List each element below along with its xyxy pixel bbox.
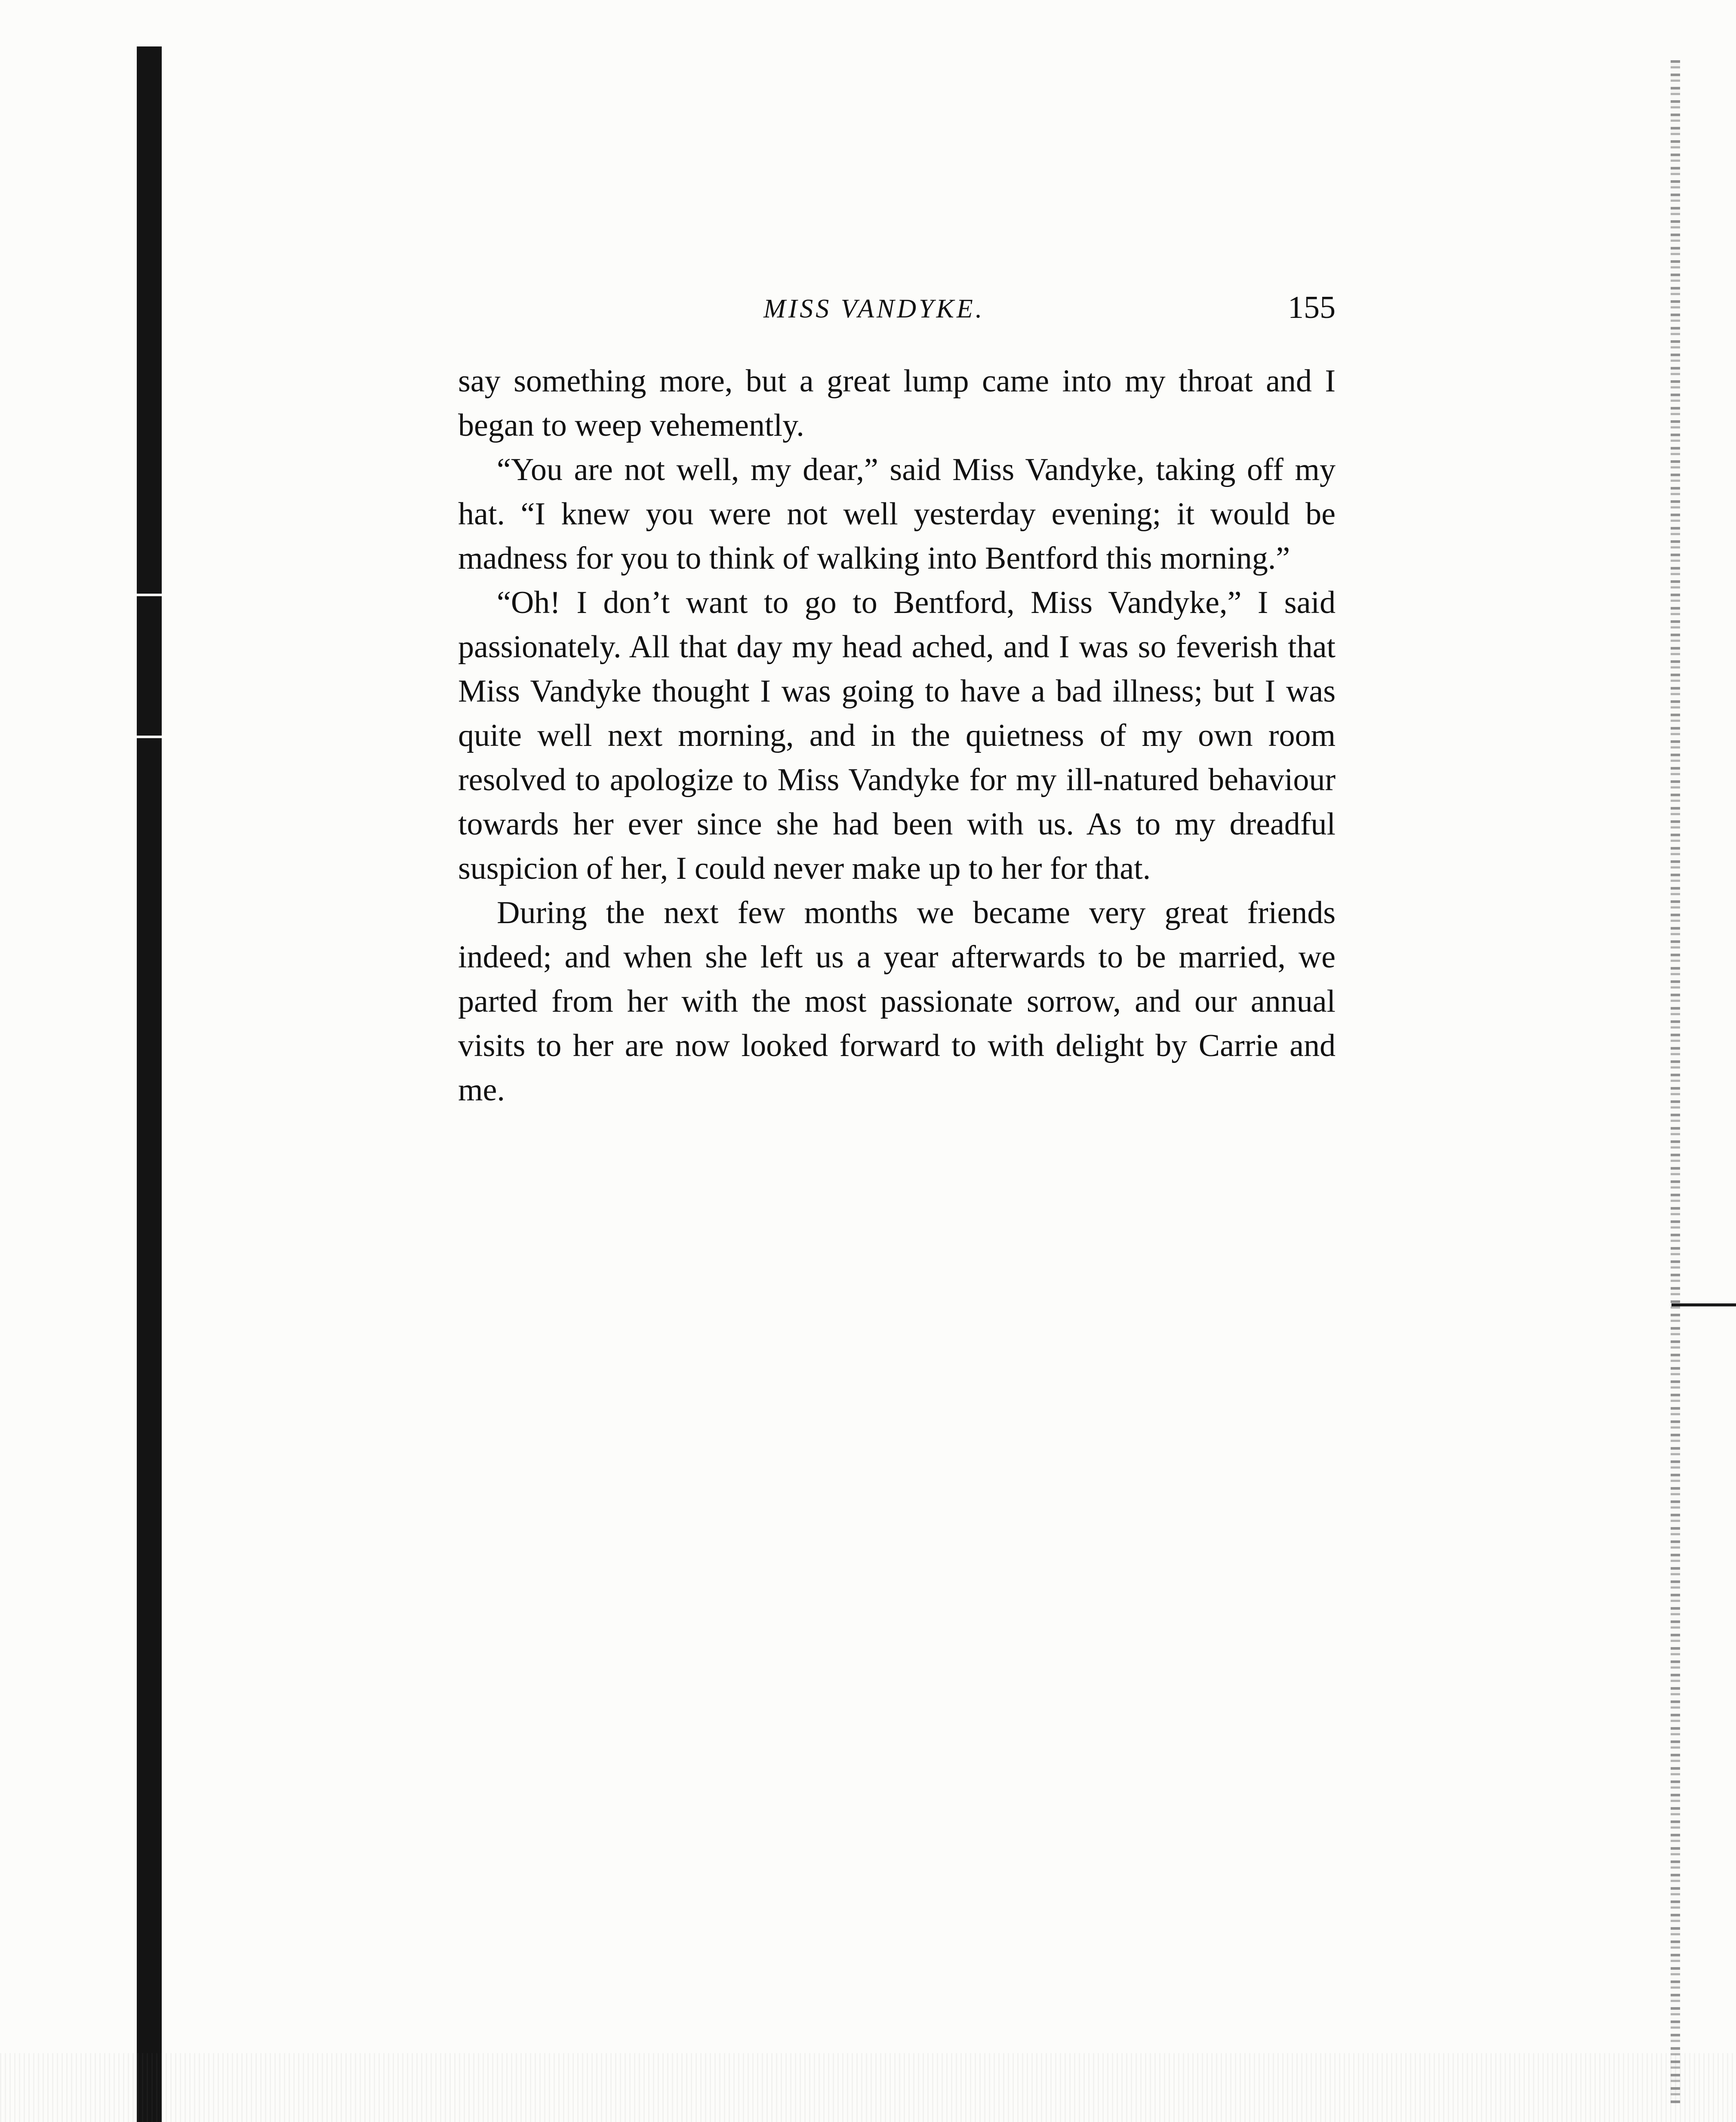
binding-edge [137, 46, 162, 2122]
paragraph: During the next few months we became very great friends indeed; and when she left us a year afterwards to be married, we parted from her with the most passionate sorrow, and our annual visits to her are now looked forward to with delight by Carrie and me. [458, 895, 1336, 1108]
body-text [458, 359, 1336, 1112]
paragraph: say something more, but a great lump came into my throat and I began to weep vehemently. [458, 363, 1336, 443]
paragraph: “You are not well, my dear,” said Miss Vandyke, taking off my hat. “I knew you were not well yesterday evening; it would be madness for you to think of walking into Bentford this morning.” [458, 452, 1336, 576]
paragraph: “Oh! I don’t want to go to Bentford, Miss Vandyke,” I said passionately. All that day my head ached, and I was so feverish that Miss Vandyke thought I was going to have a bad illness; but I was quite well next morning, and in the quietness of my own room resolved to apologize to Miss Vandyke for my ill-natured behaviour towards her ever since she had been with us. As to my dreadful suspicion of her, I could never make up to her for that. [458, 585, 1336, 886]
binding-gap [137, 594, 162, 596]
page-edge-right [1671, 60, 1680, 2104]
running-title: MISS VANDYKE. [763, 294, 985, 323]
page-number: 155 [1288, 290, 1336, 325]
binding-gap [137, 736, 162, 738]
page-header [458, 286, 1336, 338]
scan-noise [0, 2053, 1736, 2122]
edge-mark [1671, 1303, 1736, 1306]
